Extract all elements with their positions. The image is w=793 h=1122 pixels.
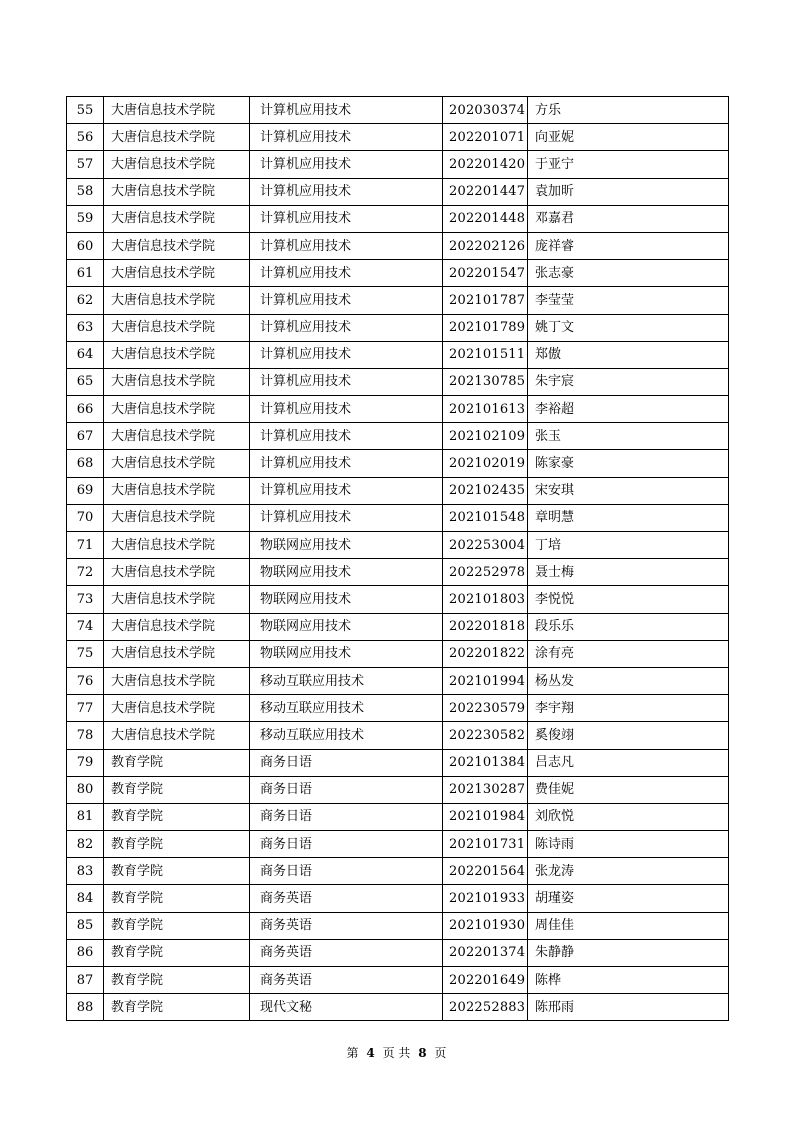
- major-cell: 现代文秘: [250, 994, 443, 1021]
- major-cell: 计算机应用技术: [250, 205, 443, 232]
- row-number-cell: 55: [67, 97, 104, 124]
- student-id-cell: 202201564: [443, 858, 528, 885]
- row-number-cell: 84: [67, 885, 104, 912]
- student-roster-table: [66, 96, 729, 1021]
- student-id-cell: 202101984: [443, 803, 528, 830]
- table-row: [67, 586, 729, 613]
- table-row: [67, 994, 729, 1021]
- major-cell: 物联网应用技术: [250, 559, 443, 586]
- table-row: [67, 396, 729, 423]
- student-name-cell: 段乐乐: [528, 613, 729, 640]
- student-name-cell: 庞祥睿: [528, 232, 729, 259]
- student-name-cell: 陈家豪: [528, 450, 729, 477]
- student-id-cell: 202101613: [443, 396, 528, 423]
- footer-suffix: 页: [434, 1046, 447, 1060]
- student-id-cell: 202253004: [443, 532, 528, 559]
- table-row: [67, 559, 729, 586]
- row-number-cell: 87: [67, 967, 104, 994]
- row-number-cell: 58: [67, 178, 104, 205]
- student-id-cell: 202101789: [443, 314, 528, 341]
- major-cell: 计算机应用技术: [250, 314, 443, 341]
- college-cell: 大唐信息技术学院: [104, 613, 250, 640]
- row-number-cell: 78: [67, 722, 104, 749]
- college-cell: 教育学院: [104, 831, 250, 858]
- table-row: [67, 287, 729, 314]
- table-row: [67, 667, 729, 694]
- college-cell: 大唐信息技术学院: [104, 695, 250, 722]
- row-number-cell: 88: [67, 994, 104, 1021]
- row-number-cell: 60: [67, 232, 104, 259]
- student-name-cell: 朱宇宸: [528, 368, 729, 395]
- major-cell: 移动互联应用技术: [250, 722, 443, 749]
- college-cell: 教育学院: [104, 967, 250, 994]
- student-name-cell: 宋安琪: [528, 477, 729, 504]
- major-cell: 商务日语: [250, 831, 443, 858]
- table-row: [67, 477, 729, 504]
- college-cell: 大唐信息技术学院: [104, 640, 250, 667]
- row-number-cell: 81: [67, 803, 104, 830]
- college-cell: 大唐信息技术学院: [104, 232, 250, 259]
- row-number-cell: 59: [67, 205, 104, 232]
- student-id-cell: 202201447: [443, 178, 528, 205]
- major-cell: 计算机应用技术: [250, 287, 443, 314]
- table-row: [67, 124, 729, 151]
- student-name-cell: 胡瑾姿: [528, 885, 729, 912]
- student-name-cell: 李宇翔: [528, 695, 729, 722]
- student-name-cell: 李裕超: [528, 396, 729, 423]
- major-cell: 计算机应用技术: [250, 97, 443, 124]
- major-cell: 商务英语: [250, 939, 443, 966]
- student-id-cell: 202101803: [443, 586, 528, 613]
- row-number-cell: 62: [67, 287, 104, 314]
- student-name-cell: 涂有亮: [528, 640, 729, 667]
- row-number-cell: 71: [67, 532, 104, 559]
- student-name-cell: 朱静静: [528, 939, 729, 966]
- table-row: [67, 178, 729, 205]
- college-cell: 教育学院: [104, 885, 250, 912]
- row-number-cell: 66: [67, 396, 104, 423]
- table-row: [67, 967, 729, 994]
- student-name-cell: 奚俊翊: [528, 722, 729, 749]
- student-id-cell: 202102019: [443, 450, 528, 477]
- student-id-cell: 202252978: [443, 559, 528, 586]
- table-row: [67, 776, 729, 803]
- major-cell: 商务日语: [250, 749, 443, 776]
- table-row: [67, 803, 729, 830]
- student-id-cell: 202201818: [443, 613, 528, 640]
- student-name-cell: 杨丛发: [528, 667, 729, 694]
- table-row: [67, 640, 729, 667]
- student-name-cell: 陈诗雨: [528, 831, 729, 858]
- college-cell: 大唐信息技术学院: [104, 450, 250, 477]
- student-id-cell: 202101511: [443, 341, 528, 368]
- row-number-cell: 67: [67, 423, 104, 450]
- student-id-cell: 202201822: [443, 640, 528, 667]
- student-name-cell: 张龙涛: [528, 858, 729, 885]
- major-cell: 商务英语: [250, 912, 443, 939]
- student-id-cell: 202101933: [443, 885, 528, 912]
- row-number-cell: 82: [67, 831, 104, 858]
- major-cell: 计算机应用技术: [250, 341, 443, 368]
- student-name-cell: 聂士梅: [528, 559, 729, 586]
- student-name-cell: 向亚妮: [528, 124, 729, 151]
- student-id-cell: 202101787: [443, 287, 528, 314]
- college-cell: 大唐信息技术学院: [104, 314, 250, 341]
- college-cell: 教育学院: [104, 939, 250, 966]
- row-number-cell: 64: [67, 341, 104, 368]
- row-number-cell: 80: [67, 776, 104, 803]
- student-name-cell: 方乐: [528, 97, 729, 124]
- table-row: [67, 885, 729, 912]
- major-cell: 商务日语: [250, 858, 443, 885]
- major-cell: 计算机应用技术: [250, 124, 443, 151]
- student-name-cell: 邓嘉君: [528, 205, 729, 232]
- row-number-cell: 75: [67, 640, 104, 667]
- table-row: [67, 532, 729, 559]
- major-cell: 物联网应用技术: [250, 640, 443, 667]
- student-name-cell: 陈邢雨: [528, 994, 729, 1021]
- major-cell: 商务日语: [250, 776, 443, 803]
- student-id-cell: 202202126: [443, 232, 528, 259]
- row-number-cell: 68: [67, 450, 104, 477]
- student-name-cell: 张玉: [528, 423, 729, 450]
- student-name-cell: 费佳妮: [528, 776, 729, 803]
- student-id-cell: 202201547: [443, 260, 528, 287]
- student-name-cell: 刘欣悦: [528, 803, 729, 830]
- table-row: [67, 722, 729, 749]
- college-cell: 大唐信息技术学院: [104, 205, 250, 232]
- table-row: [67, 260, 729, 287]
- row-number-cell: 69: [67, 477, 104, 504]
- student-id-cell: 202101731: [443, 831, 528, 858]
- student-name-cell: 吕志凡: [528, 749, 729, 776]
- table-row: [67, 504, 729, 531]
- major-cell: 计算机应用技术: [250, 504, 443, 531]
- student-name-cell: 李悦悦: [528, 586, 729, 613]
- college-cell: 大唐信息技术学院: [104, 559, 250, 586]
- college-cell: 大唐信息技术学院: [104, 423, 250, 450]
- row-number-cell: 56: [67, 124, 104, 151]
- student-id-cell: 202102109: [443, 423, 528, 450]
- table-row: [67, 749, 729, 776]
- row-number-cell: 77: [67, 695, 104, 722]
- student-id-cell: 202102435: [443, 477, 528, 504]
- table-row: [67, 912, 729, 939]
- major-cell: 计算机应用技术: [250, 260, 443, 287]
- student-name-cell: 郑傲: [528, 341, 729, 368]
- college-cell: 大唐信息技术学院: [104, 178, 250, 205]
- student-name-cell: 于亚宁: [528, 151, 729, 178]
- student-id-cell: 202230582: [443, 722, 528, 749]
- college-cell: 教育学院: [104, 776, 250, 803]
- major-cell: 计算机应用技术: [250, 368, 443, 395]
- table-row: [67, 151, 729, 178]
- student-name-cell: 袁加昕: [528, 178, 729, 205]
- total-pages-number: 8: [418, 1046, 427, 1060]
- major-cell: 计算机应用技术: [250, 423, 443, 450]
- student-id-cell: 202201071: [443, 124, 528, 151]
- table-row: [67, 97, 729, 124]
- table-row: [67, 613, 729, 640]
- college-cell: 大唐信息技术学院: [104, 260, 250, 287]
- major-cell: 物联网应用技术: [250, 532, 443, 559]
- student-id-cell: 202252883: [443, 994, 528, 1021]
- row-number-cell: 72: [67, 559, 104, 586]
- student-id-cell: 202201420: [443, 151, 528, 178]
- college-cell: 大唐信息技术学院: [104, 368, 250, 395]
- college-cell: 大唐信息技术学院: [104, 97, 250, 124]
- college-cell: 大唐信息技术学院: [104, 341, 250, 368]
- student-id-cell: 202101384: [443, 749, 528, 776]
- table-row: [67, 831, 729, 858]
- major-cell: 移动互联应用技术: [250, 695, 443, 722]
- row-number-cell: 83: [67, 858, 104, 885]
- table-row: [67, 858, 729, 885]
- major-cell: 计算机应用技术: [250, 232, 443, 259]
- college-cell: 大唐信息技术学院: [104, 124, 250, 151]
- student-id-cell: 202230579: [443, 695, 528, 722]
- table-row: [67, 423, 729, 450]
- major-cell: 计算机应用技术: [250, 151, 443, 178]
- college-cell: 大唐信息技术学院: [104, 504, 250, 531]
- major-cell: 商务英语: [250, 967, 443, 994]
- table-row: [67, 939, 729, 966]
- major-cell: 商务日语: [250, 803, 443, 830]
- student-id-cell: 202201374: [443, 939, 528, 966]
- row-number-cell: 63: [67, 314, 104, 341]
- table-row: [67, 205, 729, 232]
- row-number-cell: 79: [67, 749, 104, 776]
- college-cell: 大唐信息技术学院: [104, 722, 250, 749]
- major-cell: 移动互联应用技术: [250, 667, 443, 694]
- college-cell: 大唐信息技术学院: [104, 667, 250, 694]
- table-row: [67, 695, 729, 722]
- student-name-cell: 陈桦: [528, 967, 729, 994]
- table-row: [67, 232, 729, 259]
- student-name-cell: 章明慧: [528, 504, 729, 531]
- college-cell: 大唐信息技术学院: [104, 477, 250, 504]
- major-cell: 商务英语: [250, 885, 443, 912]
- table-row: [67, 341, 729, 368]
- student-id-cell: 202101548: [443, 504, 528, 531]
- student-name-cell: 周佳佳: [528, 912, 729, 939]
- student-id-cell: 202130287: [443, 776, 528, 803]
- row-number-cell: 65: [67, 368, 104, 395]
- major-cell: 物联网应用技术: [250, 586, 443, 613]
- major-cell: 物联网应用技术: [250, 613, 443, 640]
- student-id-cell: 202030374: [443, 97, 528, 124]
- row-number-cell: 61: [67, 260, 104, 287]
- college-cell: 教育学院: [104, 803, 250, 830]
- roster-body: [67, 97, 729, 1021]
- row-number-cell: 73: [67, 586, 104, 613]
- major-cell: 计算机应用技术: [250, 396, 443, 423]
- student-id-cell: 202101994: [443, 667, 528, 694]
- footer-middle: 页 共: [382, 1046, 411, 1060]
- student-name-cell: 姚丁文: [528, 314, 729, 341]
- college-cell: 大唐信息技术学院: [104, 396, 250, 423]
- major-cell: 计算机应用技术: [250, 450, 443, 477]
- student-id-cell: 202201649: [443, 967, 528, 994]
- student-name-cell: 丁培: [528, 532, 729, 559]
- college-cell: 大唐信息技术学院: [104, 287, 250, 314]
- row-number-cell: 70: [67, 504, 104, 531]
- student-name-cell: 张志豪: [528, 260, 729, 287]
- college-cell: 大唐信息技术学院: [104, 532, 250, 559]
- row-number-cell: 86: [67, 939, 104, 966]
- major-cell: 计算机应用技术: [250, 178, 443, 205]
- row-number-cell: 74: [67, 613, 104, 640]
- college-cell: 大唐信息技术学院: [104, 586, 250, 613]
- table-row: [67, 450, 729, 477]
- student-id-cell: 202201448: [443, 205, 528, 232]
- table-row: [67, 314, 729, 341]
- page-footer: [0, 1044, 793, 1061]
- college-cell: 大唐信息技术学院: [104, 151, 250, 178]
- college-cell: 教育学院: [104, 858, 250, 885]
- student-id-cell: 202130785: [443, 368, 528, 395]
- row-number-cell: 76: [67, 667, 104, 694]
- row-number-cell: 57: [67, 151, 104, 178]
- student-name-cell: 李莹莹: [528, 287, 729, 314]
- footer-prefix: 第: [346, 1046, 359, 1060]
- student-id-cell: 202101930: [443, 912, 528, 939]
- current-page-number: 4: [366, 1046, 375, 1060]
- college-cell: 教育学院: [104, 749, 250, 776]
- row-number-cell: 85: [67, 912, 104, 939]
- college-cell: 教育学院: [104, 912, 250, 939]
- table-row: [67, 368, 729, 395]
- major-cell: 计算机应用技术: [250, 477, 443, 504]
- college-cell: 教育学院: [104, 994, 250, 1021]
